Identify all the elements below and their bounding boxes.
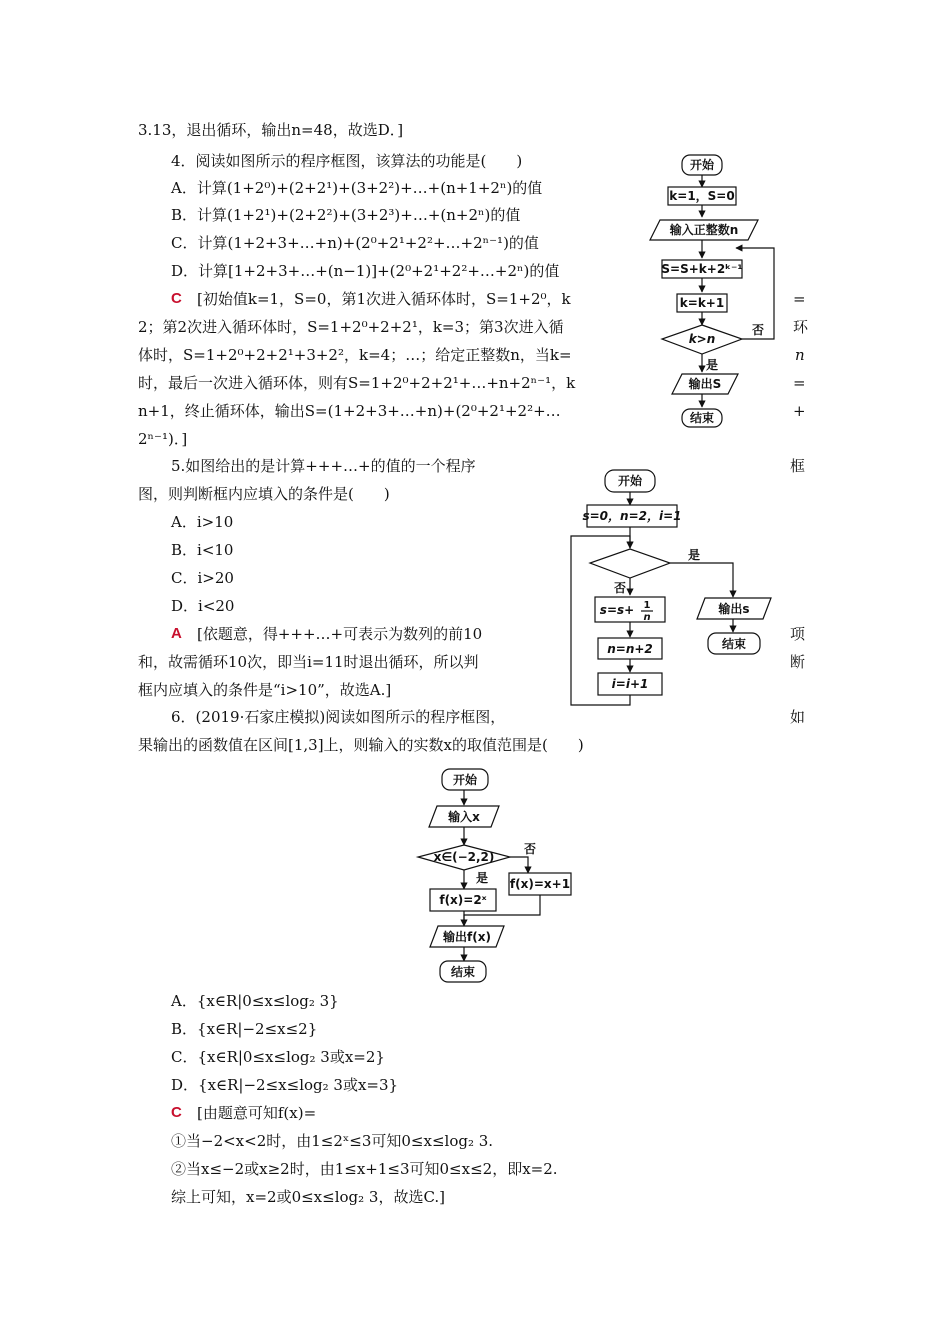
q4-solution-line-end: n [795,346,805,364]
yes-label: 是 [476,871,489,885]
q4-option-d: D．计算[1+2+3+…+(n−1)]+(2⁰+2¹+2²+…+2ⁿ)的值 [171,262,560,280]
q5-option-b: B．i<10 [171,541,234,559]
end-label: 结束 [450,965,476,979]
q5-solution-line-end: 项 [790,625,806,643]
q6-option-b: B．{x∈R|−2≤x≤2} [171,1020,318,1038]
q5-option-d: D．i<20 [171,597,235,615]
flowchart-q6 [412,765,582,985]
q4-solution-line: n+1，终止循环体，输出S=(1+2+3+…+n)+(2⁰+2¹+2²+… [138,402,561,420]
q4-option-c: C．计算(1+2+3+…+n)+(2⁰+2¹+2²+…+2ⁿ⁻¹)的值 [171,234,539,252]
q4-solution-line-end: = [793,374,806,392]
output-label: 输出f(x) [443,930,491,944]
q4-answer-letter: C [171,290,182,307]
q5-solution-line: 和，故需循环10次，即当i=11时退出循环，所以判 [138,653,479,671]
end-label: 结束 [721,637,747,651]
q6-solution-line: [由题意可知f(x)= [197,1104,317,1122]
increment-label: k=k+1 [679,296,725,310]
q6-stem: 6．(2019·石家庄模拟)阅读如图所示的程序框图， [171,708,506,726]
q6-answer-letter: C [171,1104,182,1121]
flowchart-q4 [640,150,790,435]
q5-option-a: A．i>10 [171,513,234,531]
q5-stem-end: 框 [790,457,806,475]
output-label: 输出s [718,602,750,616]
q5-solution-line: [依题意，得+++…+可表示为数列的前10 [197,625,483,643]
no-label: 否 [614,581,627,595]
q4-solution-line-end: 环 [793,318,809,336]
q5-solution-line-end: 断 [790,653,806,671]
condition-diamond [590,549,670,578]
fraction-numerator: 1 [643,600,651,611]
q6-stem-line2: 果输出的函数值在区间[1,3]上，则输入的实数x的取值范围是( ) [138,736,584,754]
q4-stem: 4．阅读如图所示的程序框图，该算法的功能是( ) [171,152,523,170]
input-label: 输入x [448,810,480,824]
update-label: s=s+ [599,603,635,617]
output-label: 输出S [688,377,722,391]
no-label: 否 [524,842,537,856]
q3-tail: 3.13，退出循环，输出n=48，故选D．] [138,121,404,139]
q5-option-c: C．i>20 [171,569,234,587]
condition-label: k>n [688,332,716,346]
q6-option-c: C．{x∈R|0≤x≤log₂ 3或x=2} [171,1048,385,1066]
update-label: S=S+k+2ᵏ⁻¹ [661,262,743,276]
i-increment-label: i=i+1 [611,677,649,691]
q6-stem-end: 如 [790,708,806,726]
yes-label: 是 [688,548,701,562]
q6-option-a: A．{x∈R|0≤x≤log₂ 3} [171,992,339,1010]
input-label: 输入正整数n [669,223,739,237]
n-increment-label: n=n+2 [607,642,653,656]
q5-solution-line: 框内应填入的条件是“i>10”，故选A.] [138,681,392,699]
q6-option-d: D．{x∈R|−2≤x≤log₂ 3或x=3} [171,1076,399,1094]
flowchart-q5 [565,465,785,715]
q4-solution-line: 2；第2次进入循环体时，S=1+2⁰+2+2¹，k=3；第3次进入循 [138,318,564,336]
init-label: k=1，S=0 [669,189,735,203]
q4-solution-line: 2ⁿ⁻¹)．] [138,430,188,448]
no-label: 否 [752,323,765,337]
q5-stem-line2: 图，则判断框内应填入的条件是( ) [138,485,390,503]
q4-solution-line: 时，最后一次进入循环体，则有S=1+2⁰+2+2¹+…+n+2ⁿ⁻¹，k [138,374,576,392]
start-label: 开始 [452,773,478,787]
q5-answer-letter: A [171,625,182,642]
q4-option-b: B．计算(1+2¹)+(2+2²)+(3+2³)+…+(n+2ⁿ)的值 [171,206,521,224]
f2-label: f(x)=x+1 [509,877,571,891]
fraction-denominator: n [643,612,651,623]
q6-solution-line: 综上可知，x=2或0≤x≤log₂ 3，故选C.] [171,1188,446,1206]
q4-solution-line-end: = [793,290,806,308]
q6-solution-line: ②当x≤−2或x≥2时，由1≤x+1≤3可知0≤x≤2，即x=2. [171,1160,558,1178]
q4-solution-line: 体时，S=1+2⁰+2+2¹+3+2²，k=4；…；给定正整数n，当k= [138,346,572,364]
end-label: 结束 [689,411,715,425]
yes-label: 是 [706,358,719,372]
q4-solution-line: [初始值k=1，S=0，第1次进入循环体时，S=1+2⁰，k [197,290,571,308]
start-label: 开始 [617,474,643,488]
start-label: 开始 [689,158,715,172]
q4-solution-line-end: + [793,402,806,420]
init-label: s=0，n=2，i=1 [582,509,682,523]
condition-label: x∈(−2,2) [433,850,495,864]
f1-label: f(x)=2ˣ [439,893,487,907]
q4-option-a: A．计算(1+2⁰)+(2+2¹)+(3+2²)+…+(n+1+2ⁿ)的值 [171,179,543,197]
q5-stem: 5.如图给出的是计算+++…+的值的一个程序 [171,457,476,475]
q6-solution-line: ①当−2<x<2时，由1≤2ˣ≤3可知0≤x≤log₂ 3. [171,1132,494,1150]
